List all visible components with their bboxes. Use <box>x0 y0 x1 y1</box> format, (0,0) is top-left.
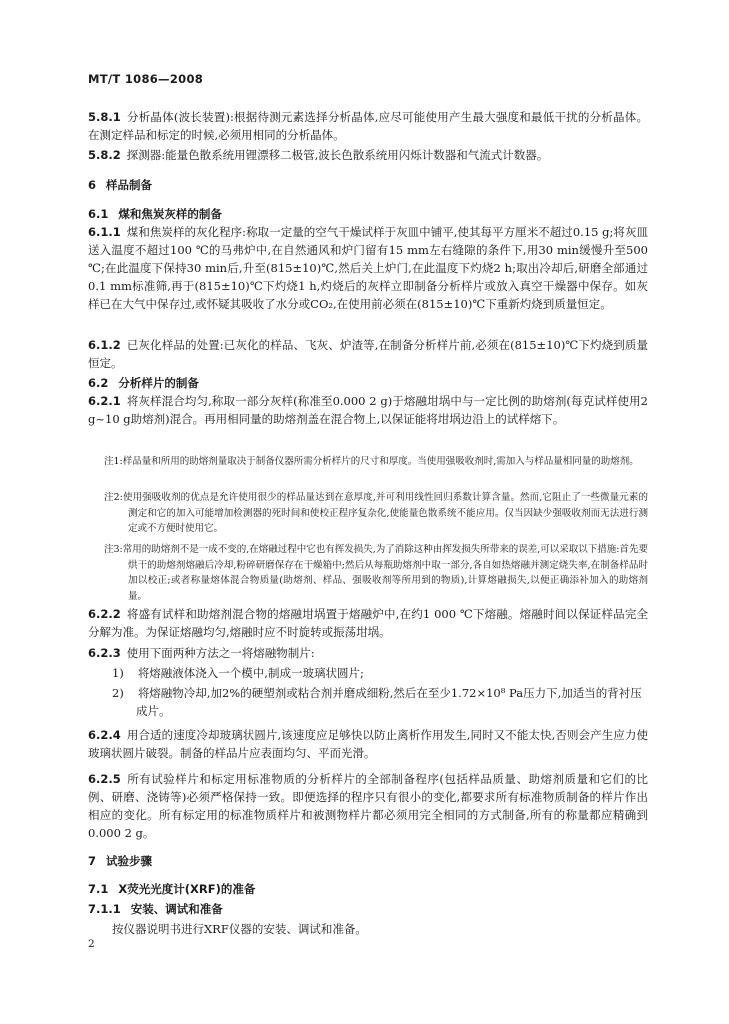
clause-6-1-2 <box>88 336 648 372</box>
section-heading-7-1-1 <box>88 900 648 918</box>
note-3 <box>88 542 648 604</box>
heading-number: 7 <box>88 854 97 868</box>
clause-6-1-1 <box>88 223 648 313</box>
clause-number: 6.1.1 <box>88 225 121 239</box>
clause-5-8-2 <box>88 146 648 164</box>
clause-text: 将盛有试样和助熔剂混合物的熔融坩埚置于熔融炉中,在约1 000 ℃下熔融。熔融时间以保证样品完全分解为准。为保证熔融均匀,熔融时应不时旋转或振荡坩埚。 <box>88 607 648 639</box>
section-heading-7-1 <box>88 880 648 898</box>
note-label: 注1: <box>104 456 123 467</box>
clause-text: 探测器:能量色散系统用锂漂移二极管,波长色散系统用闪烁计数器和气流式计数器。 <box>126 148 549 162</box>
clause-text: 已灰化样品的处置:已灰化的样品、飞灰、炉渣等,在制备分析样片前,必须在(815±10)℃下灼烧到质量恒定。 <box>88 338 648 370</box>
heading-number: 7.1.1 <box>88 902 121 916</box>
clause-text: 所有试验样片和标定用标准物质的分析样片的全部制备程序(包括样品质量、助熔剂质量和它们的比例、研磨、浇铸等)必须严格保持一致。即便选择的程序只有很小的变化,都要求所有标准物质制备的样片作出相应的变化。所有标定用的标准物质样片和被测物样片都必须用完全相同的方式制备,所有的称量都应精确到0.000 2 g。 <box>88 772 648 840</box>
section-heading-7 <box>88 852 648 870</box>
list-item-1 <box>88 664 648 682</box>
heading-title: 分析样片的制备 <box>118 376 199 390</box>
heading-title: 试验步骤 <box>106 854 153 868</box>
item-label: 1) <box>112 666 124 680</box>
page-number: 2 <box>88 938 95 950</box>
section-heading-6-1 <box>88 205 648 223</box>
item-label: 2) <box>112 686 124 700</box>
clause-6-2-3 <box>88 644 648 662</box>
clause-number: 6.2.2 <box>88 607 121 621</box>
clause-6-2-2 <box>88 605 648 641</box>
clause-number: 6.2.3 <box>88 646 121 660</box>
heading-number: 6.1 <box>88 207 109 221</box>
clause-text: 使用下面两种方法之一将熔融物制片: <box>126 646 315 660</box>
clause-number: 5.8.2 <box>88 148 121 162</box>
note-text: 样品量和所用的助熔剂量取决于制备仪器所需分析样片的尺寸和厚度。当使用强吸收剂时,需加入与样品量相同量的助熔剂。 <box>122 456 639 467</box>
clause-text: 用合适的速度冷却玻璃状圆片,该速度应足够快以防止离析作用发生,同时又不能太快,否则会产生应力使玻璃状圆片破裂。制备的样品片应表面均匀、平而光滑。 <box>88 728 648 760</box>
clause-text: 分析晶体(波长装置):根据待测元素选择分析晶体,应尽可能使用产生最大强度和最低干扰的分析晶体。在测定样品和标定的时候,必须用相同的分析晶体。 <box>88 110 648 142</box>
note-2 <box>88 490 648 537</box>
clause-6-2-5 <box>88 770 648 842</box>
heading-title: 安装、调试和准备 <box>130 902 223 916</box>
clause-7-1-1-body <box>88 920 648 938</box>
clause-number: 6.2.1 <box>88 394 121 408</box>
item-text: 将熔融液体浇入一个模中,制成一玻璃状圆片; <box>137 666 364 680</box>
clause-6-2-1 <box>88 392 648 428</box>
list-item-2 <box>88 684 648 720</box>
heading-number: 6 <box>88 178 97 192</box>
clause-5-8-1 <box>88 108 648 144</box>
note-1 <box>88 454 648 470</box>
note-label: 注2: <box>104 492 123 503</box>
heading-title: 样品制备 <box>106 178 153 192</box>
clause-number: 6.2.4 <box>88 728 121 742</box>
note-text: 常用的助熔剂不是一成不变的,在熔融过程中它也有挥发损失,为了消除这种由挥发损失所带来的误差,可以采取以下措施:首先要烘干的助熔剂熔融后冷却,粉碎研磨保存在干燥箱中;然后从每瓶助熔剂中取一部分,各自如热熔融并测定烧失率,在制备样品时加以校正;或者称量熔体混合物质量(助熔剂、样品、强吸收剂等所用到的物质),计算熔融损失,以便正确添补加入的助熔剂量。 <box>122 544 649 602</box>
heading-title: 煤和焦炭灰样的制备 <box>118 207 222 221</box>
heading-number: 6.2 <box>88 376 109 390</box>
item-text: 将熔融物冷却,加2%的硬塑剂或粘合剂并磨成细粉,然后在至少1.72×10⁸ Pa压力下,加适当的背衬压成片。 <box>136 686 642 718</box>
note-text: 使用强吸收剂的优点是允许使用很少的样品量达到在意厚度,并可利用线性回归系数计算含量。然而,它阻止了一些微量元素的测定和它的加入可能增加检测器的死时间和使校正程序复杂化,使能量色散系统不能应用。仅当因缺少强吸收剂而无法进行测定或不方便时使用它。 <box>122 492 648 534</box>
clause-text: 煤和焦炭样的灰化程序:称取一定量的空气干燥试样于灰皿中铺平,使其每平方厘米不超过0.15 g;将灰皿送入温度不超过100 ℃的马弗炉中,在自然通风和炉门留有15 mm左右缝隙的条件下,用30 min缓慢升至500 ℃;在此温度下保持30 min后,升至(815±10)℃,然后关上炉门,在此温度下灼烧2 h;取出冷却后,研磨全部通过0.1 mm标准筛,再于(815±10)℃下灼烧1 h,灼烧后的灰样立即制备分析样片或放入真空干燥器中保存。如灰样已在大气中保存过,或怀疑其吸收了水分或CO₂,在使用前必须在(815±10)℃下重新灼烧到质量恒定。 <box>88 225 648 311</box>
clause-number: 6.2.5 <box>88 772 121 786</box>
clause-number: 6.1.2 <box>88 338 121 352</box>
note-label: 注3: <box>104 544 123 555</box>
clause-text: 将灰样混合均匀,称取一部分灰样(称准至0.000 2 g)于熔融坩埚中与一定比例的助熔剂(每克试样使用2 g~10 g助熔剂)混合。再用相同量的助熔剂盖在混合物上,以保证能将坩埚边沿上的试样熔下。 <box>88 394 648 426</box>
heading-number: 7.1 <box>88 882 109 896</box>
clause-6-2-4 <box>88 726 648 762</box>
clause-text: 按仪器说明书进行XRF仪器的安装、调试和准备。 <box>112 922 367 936</box>
clause-number: 5.8.1 <box>88 110 121 124</box>
heading-title: X荧光光度计(XRF)的准备 <box>118 882 256 896</box>
standard-code-header: MT/T 1086—2008 <box>88 72 204 86</box>
section-heading-6-2 <box>88 374 648 392</box>
section-heading-6 <box>88 176 648 194</box>
